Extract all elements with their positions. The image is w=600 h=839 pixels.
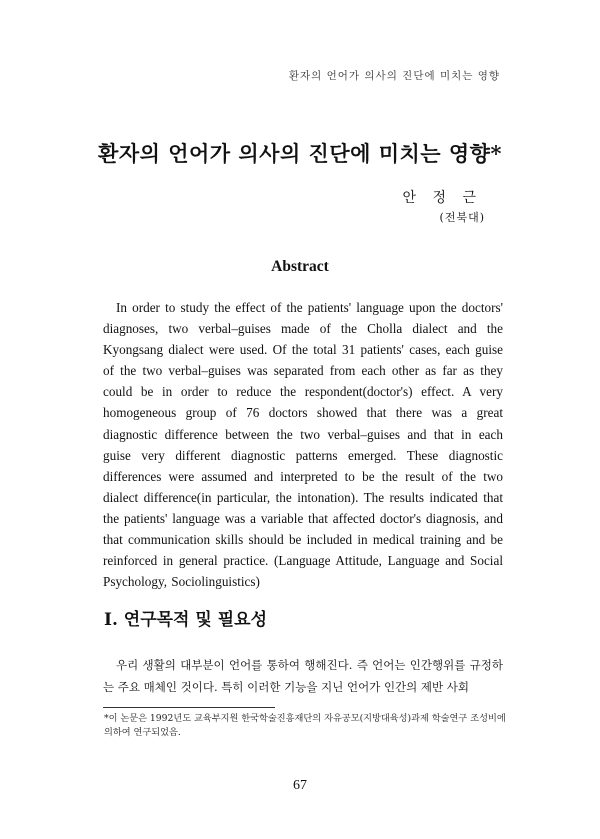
footnote-divider [103, 707, 275, 708]
abstract-paragraph: In order to study the effect of the patients' language upon the doctors' diagnoses, two verbal–guises made of the Cholla dialect and the Kyongsang dialect were used. Of the total 31 patients' cases, each guise of the two verbal–guises was separated from each other as far as they could be in order to reduce the respondent(doctor's) effect. A very homogeneous group of 76 doctors showed that there was a great diagnostic difference between the two verbal–guises and that in each guise very different diagnostic patterns emerged. These diagnostic differences were assumed and interpreted to be the result of the two dialect difference(in particular, the intonation). The results indicated that the patients' language was a variable that affected doctor's diagnosis, and that communication skills should be included in medical training and be reinforced in general practice. (Language Attitude, Language and Social Psychology, Sociolinguistics) [103, 300, 503, 590]
section-paragraph: 우리 생활의 대부분이 언어를 통하여 행해진다. 즉 언어는 인간행위를 규정하는 주요 매체인 것이다. 특히 이러한 기능을 지닌 언어가 인간의 제반 사회 [103, 658, 503, 694]
footnote: *이 논문은 1992년도 교육부지원 한국학술진흥재단의 자유공모(지방대육성)과제 학술연구 조성비에 의하여 연구되었음. [104, 713, 506, 738]
author-affiliation: (전북대) [439, 211, 485, 224]
paper-title: 환자의 언어가 의사의 진단에 미치는 영향* [98, 141, 502, 166]
section-heading: I. 연구목적 및 필요성 [104, 610, 268, 630]
page-number: 67 [293, 778, 307, 793]
author-name: 안 정 근 [402, 190, 482, 206]
abstract-body [103, 297, 503, 592]
section-body [103, 654, 503, 698]
running-header: 환자의 언어가 의사의 진단에 미치는 영향 [288, 70, 500, 82]
abstract-heading: Abstract [271, 258, 329, 275]
